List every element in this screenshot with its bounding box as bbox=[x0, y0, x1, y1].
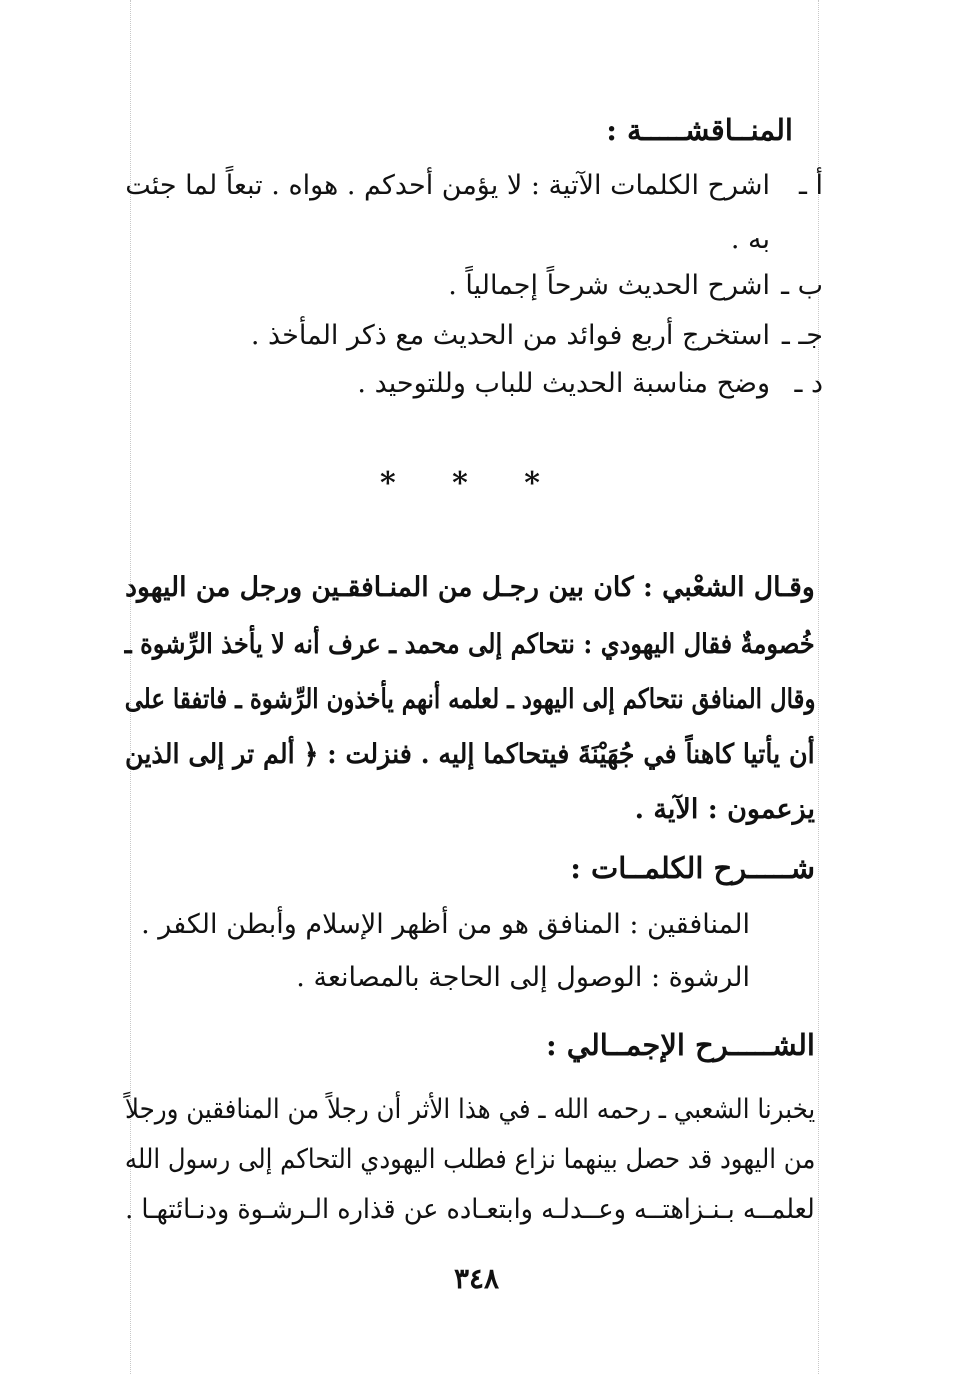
narration-line: أن يأتيا كاهناً في جُهَيْنَةَ فيتحاكما إليه . فنزلت : ﴿ ألم تر إلى الذين bbox=[125, 739, 815, 770]
separator-star: * bbox=[452, 466, 468, 501]
explanation-line: لعلمــه بـنـزاهتــه وعــدلـه وابتعـاده عن قذاره الـرشـوة ودنـائتهـا . bbox=[125, 1194, 815, 1225]
scan-dotted-line bbox=[818, 0, 819, 1374]
word-explanation-heading: شـــــرح الكلمــات : bbox=[570, 851, 815, 885]
discussion-item: اشرح الكلمات الآتية : لا يؤمن أحدكم . هواه . تبعاً لما جئت bbox=[125, 170, 770, 201]
explanation-line: يخبرنا الشعبي ـ رحمه الله ـ في هذا الأثر أن رجلاً من المنافقين ورجلاً bbox=[124, 1094, 815, 1125]
discussion-item: استخرج أربع فوائد من الحديث مع ذكر المأخذ . bbox=[250, 320, 770, 351]
narration-line: يزعمون : الآية . bbox=[634, 794, 815, 825]
item-marker: ب ـ bbox=[781, 270, 823, 301]
discussion-item: اشرح الحديث شرحاً إجمالياً . bbox=[448, 270, 770, 301]
item-marker: أ ـ bbox=[799, 170, 823, 201]
general-explanation-heading: الشـــــرح الإجمــالي : bbox=[546, 1028, 815, 1062]
discussion-item-continuation: به . bbox=[730, 224, 770, 255]
separator-star: * bbox=[380, 466, 396, 501]
separator-star: * bbox=[524, 466, 540, 501]
narration-line: خُصومةٌ فقال اليهودي : نتحاكم إلى محمد ـ عرف أنه لا يأخذ الرِّشوة ـ bbox=[124, 629, 815, 660]
page-number: ٣٤٨ bbox=[453, 1262, 500, 1295]
discussion-item: وضح مناسبة الحديث للباب وللتوحيد . bbox=[357, 368, 770, 399]
explanation-line: من اليهود قد حصل بينهما نزاع فطلب اليهودي التحاكم إلى رسول الله bbox=[124, 1144, 815, 1175]
discussion-heading: المنــاقشـــــة : bbox=[606, 113, 793, 147]
narration-line: وقـال الشعْبي : كان بين رجـل من المنـافقـين ورجل من اليهود bbox=[125, 572, 815, 603]
narration-line: وقال المنافق نتحاكم إلى اليهود ـ لعلمه أنهم يأخذون الرِّشوة ـ فاتفقا على bbox=[124, 684, 815, 715]
word-definition: المنافقين : المنافق هو من أظهر الإسلام وأبطن الكفر . bbox=[141, 909, 750, 940]
word-definition: الرشوة : الوصول إلى الحاجة بالمصانعة . bbox=[296, 962, 750, 993]
section-separator bbox=[380, 466, 540, 501]
item-marker: د ـ bbox=[794, 368, 823, 399]
item-marker: جـ ـ bbox=[781, 320, 823, 351]
